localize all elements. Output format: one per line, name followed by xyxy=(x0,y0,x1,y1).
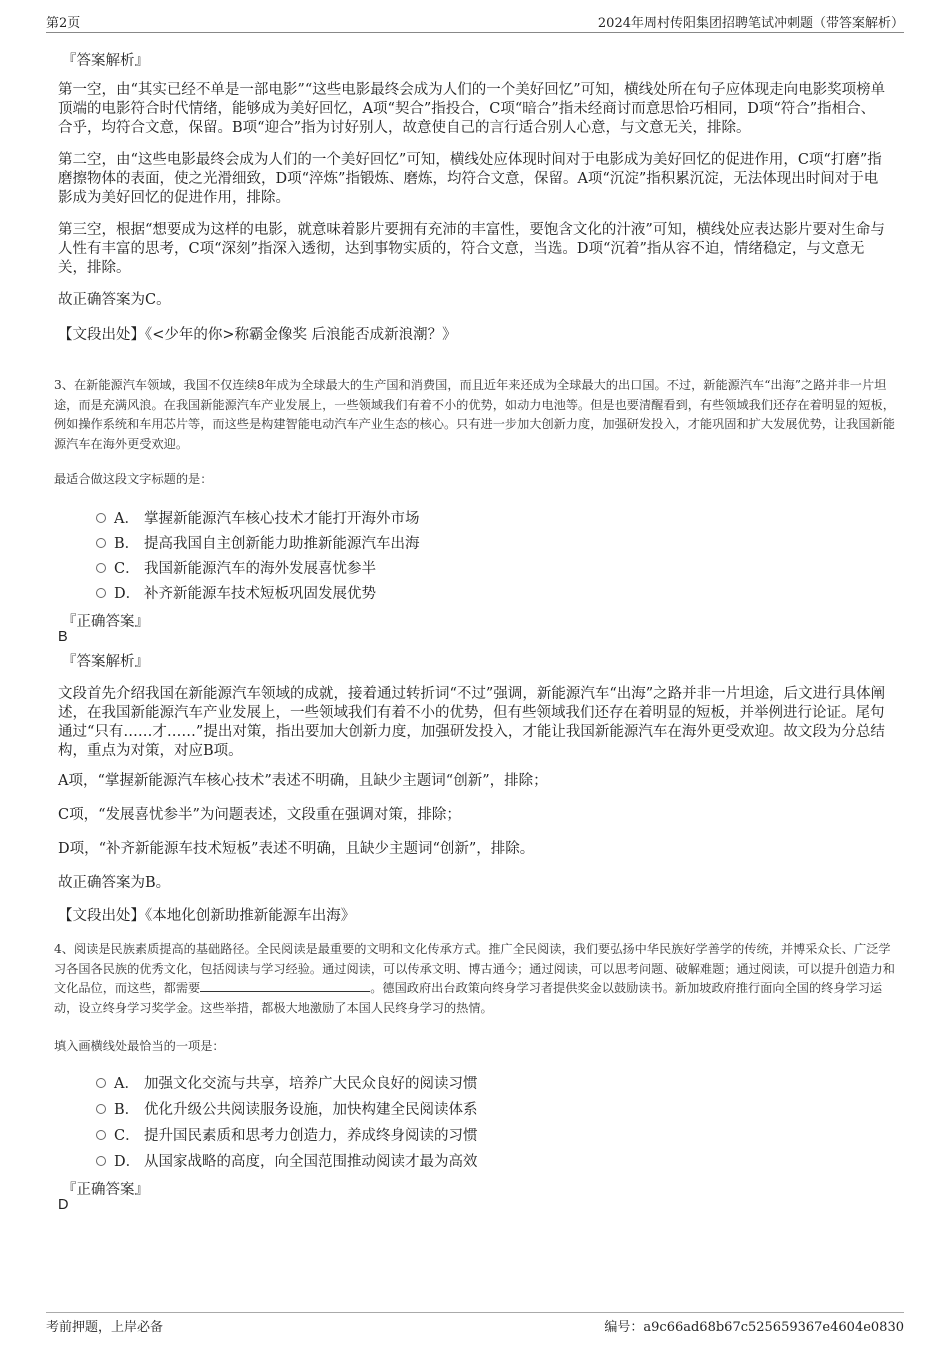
option-a[interactable]: A． 加强文化交流与共享，培养广大民众良好的阅读习惯 xyxy=(96,1072,478,1092)
analysis-paragraph: A项，“掌握新能源汽车核心技术”表述不明确，且缺少主题词“创新”，排除； xyxy=(58,773,548,789)
radio-button[interactable] xyxy=(96,513,106,523)
answer-analysis-label: 『答案解析』 xyxy=(62,654,149,670)
correct-answer: B xyxy=(58,629,68,645)
question-prompt: 最适合做这段文字标题的是： xyxy=(54,472,213,486)
source-citation: 【文段出处】《本地化创新助推新能源车出海》 xyxy=(58,908,356,924)
question-stem: 3、在新能源汽车领域，我国不仅连续8年成为全球最大的生产国和消费国，而且近年来还成为全球最大的出口国。不过，新能源汽车“出海”之路并非一片坦途，而是充满风浪。在我国新能源汽车产业发展上，一些领域我们有着不小的优势，如动力电池等。但是也要清醒看到，有些领域我们还存在着明显的短板，例如操作系统和车用芯片等，而这些是构建智能电动汽车产业生态的核心。只有进一步加大创新力度，加强研发投入，才能巩固和扩大发展优势，让我国新能源汽车在海外更受欢迎。 xyxy=(54,378,895,451)
correct-answer-label: 『正确答案』 xyxy=(62,614,149,630)
analysis-paragraph: 文段首先介绍我国在新能源汽车领域的成就，接着通过转折词“不过”强调，新能源汽车“出海”之路并非一片坦途，后文进行具体阐述，在我国新能源汽车产业发展上，一些领域我们有着不小的优势，但有些领域我们还存在着明显的短板，并举例进行论证。尾句通过“只有……才……”提出对策，指出要加大创新力度，加强研发投入，才能让我国新能源汽车在海外更受欢迎。故文段为分总结构，重点为对策，对应B项。 xyxy=(58,686,886,759)
correct-answer-label: 『正确答案』 xyxy=(62,1182,149,1198)
radio-button[interactable] xyxy=(96,588,106,598)
analysis-paragraph: 第三空，根据“想要成为这样的电影，就意味着影片要拥有充沛的丰富性，要饱含文化的汁液”可知，横线处应表达影片要对生命与人性有丰富的思考，C项“深刻”指深入透彻，达到事物实质的，符合文意，当选。D项“沉着”指从容不迫，情绪稳定，与文意无关，排除。 xyxy=(58,222,885,276)
source-citation: 【文段出处】《<少年的你>称霸金像奖 后浪能否成新浪潮？》 xyxy=(58,327,457,343)
document-title: 2024年周村传阳集团招聘笔试冲刺题（带答案解析） xyxy=(597,16,904,31)
page-footer xyxy=(46,1312,904,1335)
question-stem: 4、阅读是民族素质提高的基础路径。全民阅读是最重要的文明和文化传承方式。推广全民阅读，我们要弘扬中华民族好学善学的传统，并博采众长、广泛学习各国各民族的优秀文化，包括阅读与学习经验。通过阅读，可以传承文明、博古通今；通过阅读，可以思考问题、破解难题；通过阅读，可以提升创造力和文化品位，而这些，都需要 。德国政府出台政策向终身学习者提供奖金以鼓励读书。新加坡政府推行面向全国的终身学习运动，设立终身学习奖学金。这些举措，都极大地激励了本国人民终身学习的热情。 xyxy=(54,942,895,1015)
option-c[interactable]: C． 提升国民素质和思考力创造力，养成终身阅读的习惯 xyxy=(96,1124,478,1144)
radio-button[interactable] xyxy=(96,563,106,573)
analysis-paragraph: 第一空，由“其实已经不单是一部电影”“这些电影最终会成为人们的一个美好回忆”可知，横线处所在句子应体现走向电影奖项榜单顶端的电影符合时代情绪，能够成为美好回忆，A项“契合”指投合，C项“暗合”指未经商讨而意思恰巧相同，D项“符合”指相合、合乎，均符合文意，保留。B项“迎合”指为讨好别人，故意使自己的言行适合别人心意，与文意无关，排除。 xyxy=(58,82,886,136)
radio-button[interactable] xyxy=(96,1104,106,1114)
radio-button[interactable] xyxy=(96,538,106,548)
radio-button[interactable] xyxy=(96,1078,106,1088)
option-d[interactable]: D． 补齐新能源车技术短板巩固发展优势 xyxy=(96,582,376,602)
analysis-conclusion: 故正确答案为B。 xyxy=(58,875,171,891)
fill-blank xyxy=(200,979,370,992)
question-prompt: 填入画横线处最恰当的一项是： xyxy=(54,1039,225,1053)
document-id: 编号：a9c66ad68b67c525659367e4604e0830 xyxy=(604,1320,904,1335)
radio-button[interactable] xyxy=(96,1130,106,1140)
analysis-paragraph: C项，“发展喜忧参半”为问题表述，文段重在强调对策，排除； xyxy=(58,807,461,823)
footer-slogan: 考前押题，上岸必备 xyxy=(46,1320,164,1335)
analysis-conclusion: 故正确答案为C。 xyxy=(58,292,171,308)
answer-analysis-label: 『答案解析』 xyxy=(62,53,149,69)
option-d[interactable]: D． 从国家战略的高度，向全国范围推动阅读才最为高效 xyxy=(96,1150,478,1170)
option-a[interactable]: A． 掌握新能源汽车核心技术才能打开海外市场 xyxy=(96,507,420,527)
option-b[interactable]: B． 提高我国自主创新能力助推新能源汽车出海 xyxy=(96,532,420,552)
analysis-paragraph: D项，“补齐新能源车技术短板”表述不明确，且缺少主题词“创新”，排除。 xyxy=(58,841,535,857)
analysis-paragraph: 第二空，由“这些电影最终会成为人们的一个美好回忆”可知，横线处应体现时间对于电影成为美好回忆的促进作用，C项“打磨”指磨擦物体的表面，使之光滑细致，D项“淬炼”指锻炼、磨炼，均符合文意，保留。A项“沉淀”指积累沉淀，无法体现出时间对于电影成为美好回忆的促进作用，排除。 xyxy=(58,152,882,206)
radio-button[interactable] xyxy=(96,1156,106,1166)
page-header xyxy=(46,12,904,33)
page-number: 第2页 xyxy=(46,16,81,31)
option-c[interactable]: C． 我国新能源汽车的海外发展喜忧参半 xyxy=(96,557,376,577)
correct-answer: D xyxy=(58,1197,69,1213)
option-b[interactable]: B． 优化升级公共阅读服务设施，加快构建全民阅读体系 xyxy=(96,1098,478,1118)
